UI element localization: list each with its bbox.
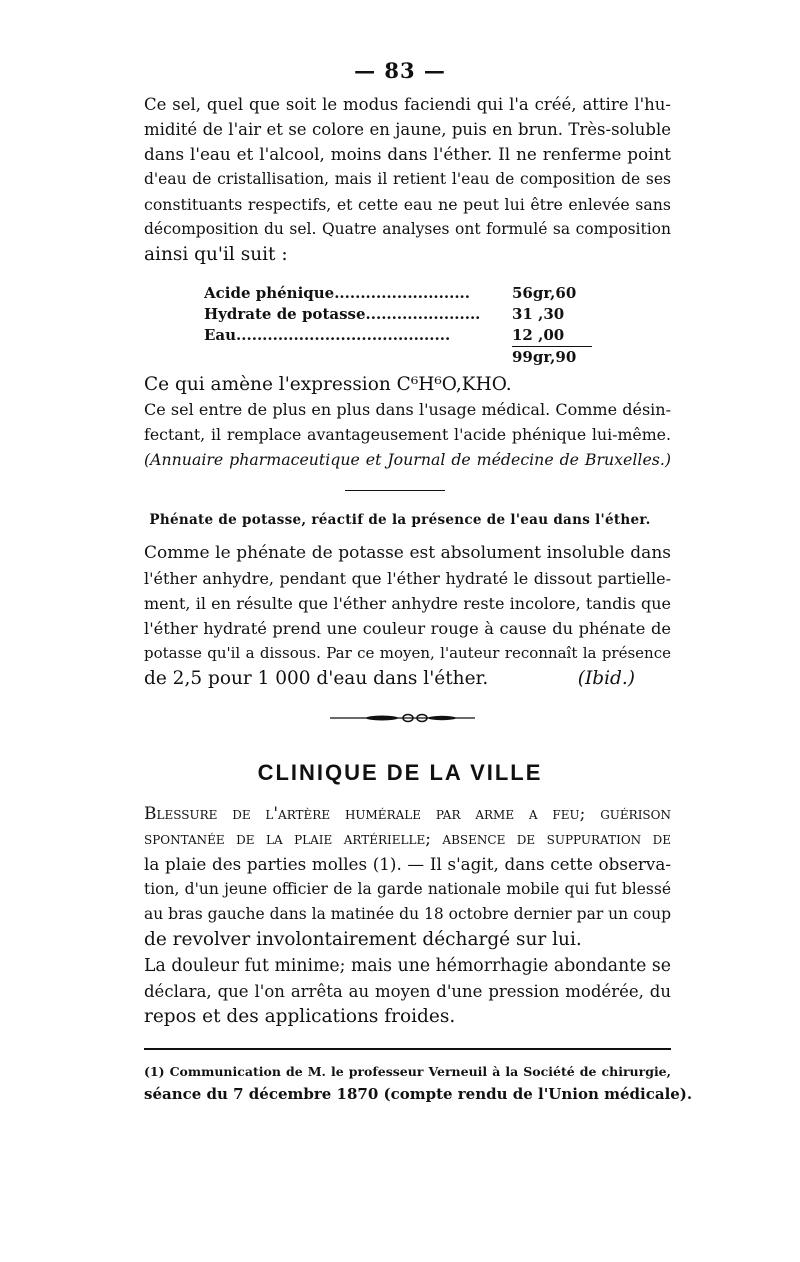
table-row — [204, 304, 592, 325]
text-line: repos et des applications froides. — [144, 1006, 456, 1027]
citation-ref: (Ibid.) — [577, 668, 635, 689]
component-label: Eau......................................... — [204, 326, 451, 345]
text-line: d'eau de cristallisation, mais il retient l'eau de composition de ses — [144, 170, 671, 188]
footnote-line: séance du 7 décembre 1870 (compte rendu de l'Union médicale). — [144, 1085, 693, 1103]
paragraph-treatment — [144, 954, 671, 1029]
footnote — [144, 1061, 693, 1105]
text-line: spontanée de la plaie artérielle; absence de suppuration de — [144, 829, 671, 849]
text-line: Blessure de l'artère humérale par arme a feu; guérison — [144, 804, 671, 824]
total-value: 99gr,90 — [512, 347, 592, 369]
text-line: au bras gauche dans la matinée du 18 octobre dernier par un coup — [144, 905, 671, 923]
text-fragment: de 2,5 pour 1 000 d'eau dans l'éther. — [144, 668, 489, 689]
page-number: — 83 — — [354, 58, 446, 83]
paragraph-formula-usage — [144, 372, 671, 472]
article-subheading: Phénate de potasse, réactif de la présence de l'eau dans l'éther. — [149, 512, 651, 528]
paragraph-case-report — [144, 802, 671, 952]
composition-table — [204, 283, 592, 368]
text-line: la plaie des parties molles (1). — Il s'agit, dans cette observa- — [144, 854, 671, 874]
footnote-line: (1) Communication de M. le professeur Verneuil à la Société de chirurgie, — [144, 1064, 671, 1079]
text-line: l'éther anhydre, pendant que l'éther hydraté le dissout partielle- — [144, 569, 671, 588]
text-line: midité de l'air et se colore en jaune, puis en brun. Très-soluble — [144, 120, 671, 139]
footnote-rule — [144, 1048, 671, 1050]
table-total-row — [204, 347, 592, 369]
separator-rule — [345, 490, 445, 491]
paragraph-ether-test — [144, 541, 671, 691]
component-value: 56gr,60 — [512, 284, 577, 302]
text-line: Ce sel entre de plus en plus dans l'usage médical. Comme désin- — [144, 400, 671, 419]
text-line: fectant, il remplace avantageusement l'acide phénique lui-même. — [144, 425, 671, 444]
text-line: constituants respectifs, et cette eau ne peut lui être enlevée sans — [144, 195, 671, 214]
text-line: ment, il en résulte que l'éther anhydre reste incolore, tandis que — [144, 594, 671, 613]
text-line: de revolver involontairement déchargé sur lui. — [144, 929, 582, 950]
section-title: CLINIQUE DE LA VILLE — [257, 760, 543, 785]
text-line: déclara, que l'on arrêta au moyen d'une pression modérée, du — [144, 982, 671, 1001]
text-line: Comme le phénate de potasse est absolument insoluble dans — [144, 543, 671, 563]
component-label: Acide phénique.......................... — [204, 284, 470, 302]
text-line-last — [144, 666, 671, 691]
paragraph-salt-properties — [144, 92, 671, 267]
ornament-divider — [330, 712, 475, 724]
text-line: La douleur fut minime; mais une hémorrhagie abondante se — [144, 956, 671, 976]
component-label: Hydrate de potasse...................... — [204, 305, 481, 323]
citation-line: (Annuaire pharmaceutique et Journal de médecine de Bruxelles.) — [144, 450, 671, 469]
text-line: dans l'eau et l'alcool, moins dans l'éther. Il ne renferme point — [144, 144, 671, 164]
text-line: tion, d'un jeune officier de la garde nationale mobile qui fut blessé — [144, 880, 671, 898]
text-line: potasse qu'il a dissous. Par ce moyen, l'auteur reconnaît la présence — [144, 644, 671, 662]
text-line: Ce qui amène l'expression C⁶H⁶O,KHO. — [144, 374, 512, 395]
table-row — [204, 283, 592, 304]
component-value: 12 ,00 — [512, 326, 565, 344]
text-line: Ce sel, quel que soit le modus faciendi qui l'a créé, attire l'hu- — [144, 95, 671, 114]
component-value: 31 ,30 — [512, 305, 565, 323]
text-line: ainsi qu'il suit : — [144, 244, 288, 265]
text-line: décomposition du sel. Quatre analyses ont formulé sa composition — [144, 220, 671, 238]
text-line: l'éther hydraté prend une couleur rouge à cause du phénate de — [144, 619, 671, 638]
table-row — [204, 325, 592, 347]
